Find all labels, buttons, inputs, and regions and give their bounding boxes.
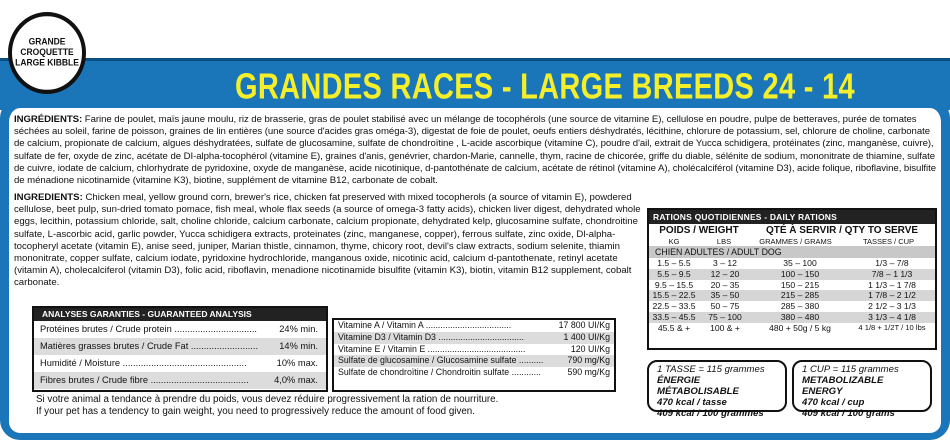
grams-cell: 215 – 285 (780, 290, 820, 301)
qty-column-header: QTÉ À SERVIR / QTY TO SERVE (765, 225, 919, 236)
grams-cell: 100 – 150 (780, 268, 820, 279)
cup-weight-en: 1 CUP = 115 grammes (802, 364, 899, 375)
ingredients-text-fr: Farine de poulet, maïs jaune moulu, riz de brasserie, gras de poulet stabilisé avec un mélange de tocophérols (une source de vitamine E), cellulose en poudre, pulpe de betteraves, purée de tomates séchées au soleil, farine de poisson, graines de lin entières (une source d'acides gras oméga-3), digestat de foie de poulet, oeufs entiers déshydratés, lécithine, chlorure de potassium, sel, chlorure de choline, carbonate de calcium, propionate de calcium, algues déshydratées, sulfate de glucosamine, sulfate de chondroïtine , L-acide ascorbique (vitamine C), poudre d'ail, extrait de Yucca schidigera, protéinates (zinc, manganèse, cuivre), sulfate de fer, oxyde de zinc, acétate de DI-alpha-tocophérol (vitamine E), graines d'anis, genévrier, chardon-Marie, cannelle, thym, racine de chicorée, griffe du diable, sélénite de sodium, mononitrate de thiamine, sulfate de cuivre, iodate de calcium, chlorhydrate de pyridoxine, oxyde de manganèse, acide nicotinique, d-pantothénate de calcium, acétate de rétinol (vitamine A), cholécalciférol (vitamine D3), acide folique, riboflavine, bisulfite de ménadione nicotinamide (vitamine K3), biotine, supplément de vitamine B12, carbonate de cobalt. (14, 114, 936, 187)
rations-column-headers (649, 224, 935, 246)
cups-cell: 7/8 – 1 1/3 (871, 268, 913, 279)
vitamin-value: 120 UI/Kg (570, 343, 610, 354)
energy-title-en: METABOLIZABLE ENERGY (802, 375, 884, 397)
table-row (34, 321, 326, 338)
kcal-per-100g-fr: 409 kcal / 100 grammes (657, 408, 764, 419)
footnote-en: If your pet has a tendency to gain weight, you need to progressively reduce the amount of food given. (36, 406, 475, 417)
kibble-size-badge (8, 12, 86, 94)
analysis-value: 24% min. (279, 324, 318, 334)
kg-cell: 1.5 – 5.5 (657, 258, 691, 268)
analysis-value: 14% min. (279, 341, 318, 351)
cups-cell: 2 1/2 – 3 1/3 (868, 301, 916, 312)
ingredients-english (14, 192, 644, 290)
daily-rations-table (647, 208, 937, 350)
vitamin-label: Sulfate de chondroïtine / Chondroitin sulfate ............ (338, 367, 541, 378)
vitamin-value: 590 mg/Kg (567, 367, 610, 378)
analysis-value: 4,0% max. (274, 375, 318, 385)
rations-header: RATIONS QUOTIDIENNES - DAILY RATIONS (649, 210, 935, 224)
lbs-subheader: LBS (716, 237, 732, 246)
ingredients-label-en: INGREDIENTS: (14, 192, 83, 203)
cups-cell: 4 1/8 + 1/2T / 10 lbs (858, 322, 926, 332)
lbs-cell: 3 – 12 (713, 258, 737, 268)
vitamin-label: Vitamine D3 / Vitamin D3 ................................... (338, 331, 524, 342)
kg-subheader: KG (668, 237, 680, 246)
grams-cell: 380 – 480 (780, 311, 820, 322)
adult-dog-group: CHIEN ADULTES / ADULT DOG (649, 246, 935, 258)
cups-cell: 3 1/3 – 4 1/8 (868, 311, 916, 322)
kg-cell: 45.5 & + (657, 322, 691, 333)
grams-cell: 285 – 380 (780, 301, 820, 312)
analysis-label: Matières grasses brutes / Crude Fat .......................... (40, 341, 259, 351)
kg-cell: 22.5 – 33.5 (652, 301, 696, 312)
kg-cell: 9.5 – 15.5 (654, 279, 694, 290)
badge-line-en: LARGE KIBBLE (15, 57, 79, 68)
lbs-cell: 35 – 50 (710, 290, 740, 301)
kg-cell: 33.5 – 45.5 (652, 311, 696, 322)
analysis-label: Protéines brutes / Crude protein ................................ (40, 324, 258, 334)
vitamin-label: Sulfate de glucosamine / Glucosamine sulfate .......... (338, 355, 544, 366)
lbs-cell: 20 – 35 (710, 279, 740, 290)
lbs-cell: 12 – 20 (710, 268, 740, 279)
energy-title-fr: ÉNERGIE MÉTABOLISABLE (657, 375, 739, 397)
vitamin-value: 17 800 UI/Kg (558, 320, 610, 330)
lbs-cell: 100 & + (710, 322, 740, 333)
footnote-fr: Si votre animal a tendance à prendre du poids, vous devez réduire progressivement la ration de nourriture. (36, 394, 499, 405)
weight-column-header: POIDS / WEIGHT (659, 225, 739, 236)
table-row (334, 367, 614, 379)
kcal-per-cup-en: 470 kcal / cup (802, 397, 865, 408)
energy-box-english (792, 360, 932, 419)
kcal-per-cup-fr: 470 kcal / tasse (657, 397, 727, 408)
page-title: GRANDES RACES - LARGE BREEDS 24 - 14 (235, 67, 855, 107)
analysis-header: ANALYSES GARANTIES - GUARANTEED ANALYSIS (34, 308, 326, 321)
weight-footnote (36, 394, 498, 418)
energy-box-french (647, 360, 787, 419)
vitamin-value: 1 400 UI/Kg (563, 331, 610, 342)
lbs-cell: 75 – 100 (708, 311, 742, 322)
lbs-cell: 50 – 75 (710, 301, 740, 312)
analysis-value: 10% max. (276, 358, 318, 368)
table-row (649, 312, 935, 323)
table-row (334, 332, 614, 344)
table-row (334, 355, 614, 367)
grams-cell: 480 + 50g / 5 kg (769, 322, 831, 333)
table-row (34, 355, 326, 372)
table-row (334, 344, 614, 356)
vitamin-value: 790 mg/Kg (567, 355, 610, 366)
table-row (649, 280, 935, 291)
cups-cell: 1 1/3 – 1 7/8 (868, 279, 916, 290)
cups-subheader: TASSES / CUP (862, 237, 915, 246)
vitamin-label: Vitamine E / Vitamin E ........................................ (338, 343, 526, 354)
grams-subheader: GRAMMES / GRAMS (759, 237, 832, 246)
table-row (649, 258, 935, 269)
vitamin-label: Vitamine A / Vitamin A ................................... (338, 320, 512, 330)
table-row (34, 372, 326, 389)
ingredients-text-en: Chicken meal, yellow ground corn, brewer's rice, chicken fat preserved with mixed tocopherols (a source of vitamin E), powdered cellulose, beet pulp, sun-dried tomato pomace, fish meal, whole flax seeds (a source of omega-3 fatty acids), chicken liver digest, dehydrated whole eggs, lecithin, potassium chloride, salt, choline chloride, calcium carbonate, calcium propionate, dehydrated kelp, glucosamine sulfate, chondroitine sulfate, L-ascorbic acid, garlic powder, Yucca schidigera extracts, proteinates (zinc, manganese, copper), ferrous sulfate, zinc oxide, Dl-alpha-tocopheryl acetate (vitamin E), anise seed, juniper, Marian thistle, cinnamon, thyme, chicory root, devil's claw extracts, sodium selenite, thiamin mononitrate, copper sulfate, calcium iodate, pyridoxine hydrochloride, manganous oxide, nicotinic acid, calcium d-pantothenate, retinyl acetate (vitamin A), cholecalciferol (vitamin D3), folic acid, riboflavin, menadione nicotinamide bisulfite (vitamin K3), biotin, vitamin B12 supplement, cobalt carbonate. (14, 192, 641, 289)
vitamin-analysis (332, 318, 616, 392)
cups-cell: 1/3 – 7/8 (875, 258, 909, 268)
table-row (649, 301, 935, 312)
badge-line-fr: GRANDE CROQUETTE (20, 36, 74, 58)
ingredients-label-fr: INGRÉDIENTS: (14, 114, 83, 125)
analysis-label: Fibres brutes / Crude fibre ...................................... (40, 375, 249, 385)
ingredients-french (14, 114, 936, 187)
cups-cell: 1 7/8 – 2 1/2 (868, 290, 916, 301)
table-row (649, 269, 935, 280)
table-row (649, 290, 935, 301)
kg-cell: 15.5 – 22.5 (652, 290, 696, 301)
guaranteed-analysis (32, 306, 328, 392)
analysis-label: Humidité / Moisture ................................................ (40, 358, 247, 368)
table-row (34, 338, 326, 355)
cup-weight-fr: 1 TASSE = 115 grammes (657, 364, 765, 375)
kcal-per-100g-en: 409 kcal / 100 grams (802, 408, 895, 419)
kg-cell: 5.5 – 9.5 (657, 268, 691, 279)
table-row (334, 320, 614, 332)
grams-cell: 150 – 215 (780, 279, 820, 290)
grams-cell: 35 – 100 (783, 258, 817, 268)
table-row (649, 323, 935, 334)
